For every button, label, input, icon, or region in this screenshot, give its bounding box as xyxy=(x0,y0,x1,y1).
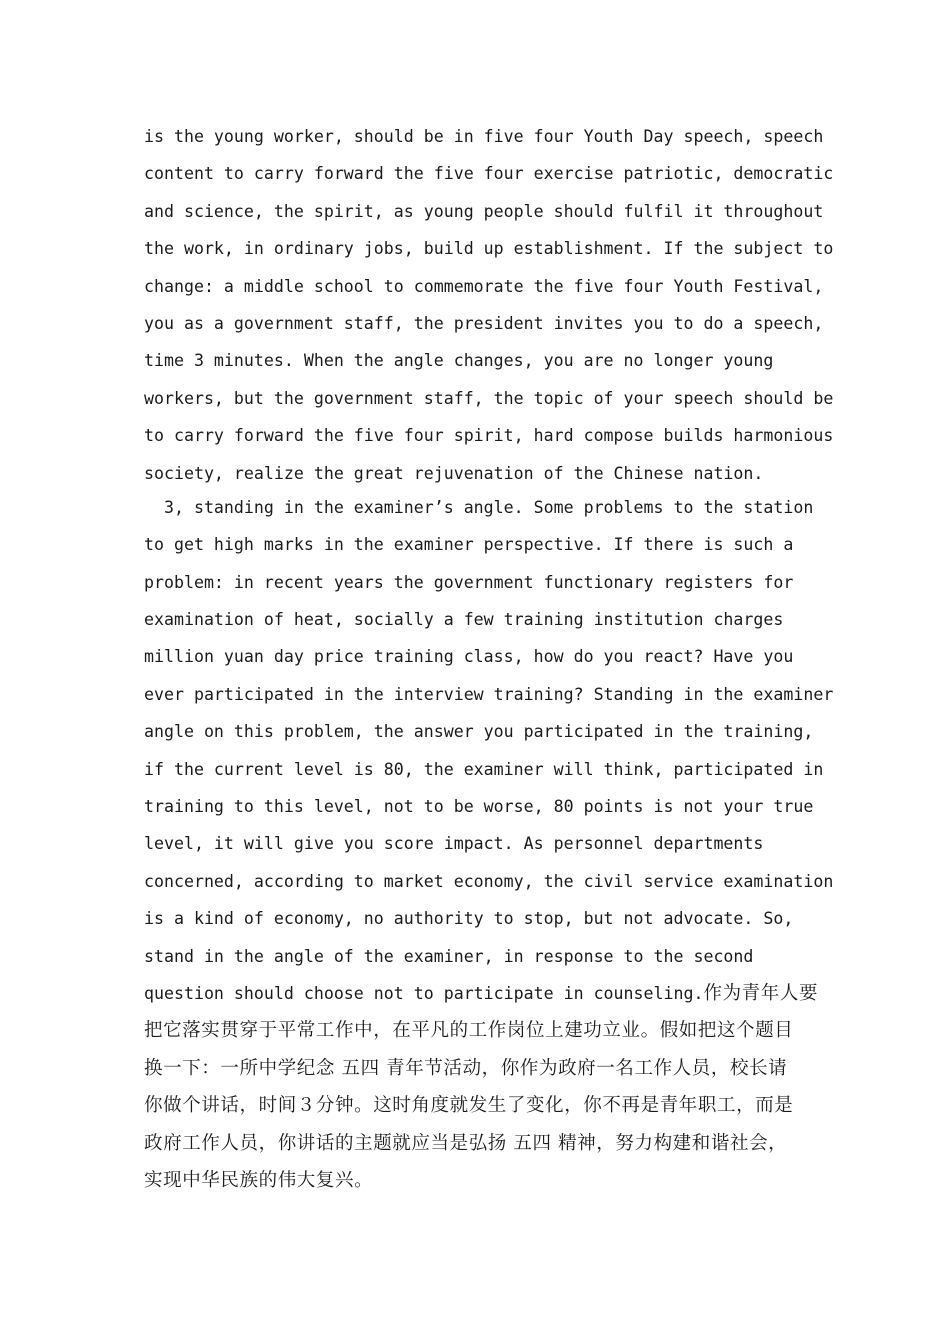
text-line: training to this level, not to be worse, 80 points is not your true xyxy=(144,797,814,817)
text-line: angle on this problem, the answer you participated in the training, xyxy=(144,722,814,742)
text-line: stand in the angle of the examiner, in response to the second xyxy=(144,946,754,966)
mixed-line-latin: question should choose not to participate in counseling. xyxy=(144,983,704,1003)
text-line: 政府工作人员，你讲话的主题就应当是弘扬 五四 精神，努力构建和谐社会， xyxy=(144,1132,788,1154)
text-line: workers, but the government staff, the topic of your speech should be xyxy=(144,388,834,408)
text-line: 3, standing in the examiner’s angle. Some problems to the station xyxy=(144,497,814,517)
text-line: ever participated in the interview training? Standing in the examiner xyxy=(144,684,834,704)
text-line: to get high marks in the examiner perspective. If there is such a xyxy=(144,535,794,555)
mixed-line-cjk: 作为青年人要 xyxy=(703,982,819,1004)
text-line: 实现中华民族的伟大复兴。 xyxy=(144,1169,374,1191)
text-line: 把它落实贯穿于平常工作中，在平凡的工作岗位上建功立业。假如把这个题目 xyxy=(144,1020,794,1042)
text-line: change: a middle school to commemorate the five four Youth Festival, xyxy=(144,276,824,296)
text-line: time 3 minutes. When the angle changes, you are no longer young xyxy=(144,351,774,371)
text-line: examination of heat, socially a few training institution charges xyxy=(144,610,784,630)
text-line: 你做个讲话，时间３分钟。这时角度就发生了变化，你不再是青年职工，而是 xyxy=(144,1095,794,1117)
text-line: level, it will give you score impact. As personnel departments xyxy=(144,834,764,854)
text-line: if the current level is 80, the examiner will think, participated in xyxy=(144,759,824,779)
text-line: society, realize the great rejuvenation of the Chinese nation. xyxy=(144,463,764,483)
document-body xyxy=(144,118,834,1199)
text-line: content to carry forward the five four exercise patriotic, democratic xyxy=(144,164,834,184)
paragraph-1 xyxy=(144,118,834,492)
paragraph-3 xyxy=(144,1012,814,1199)
text-line: concerned, according to market economy, the civil service examination xyxy=(144,871,834,891)
text-line: problem: in recent years the government functionary registers for xyxy=(144,572,794,592)
text-line: million yuan day price training class, how do you react? Have you xyxy=(144,647,794,667)
text-line: you as a government staff, the president invites you to do a speech, xyxy=(144,313,824,333)
text-line: is the young worker, should be in five four Youth Day speech, speech xyxy=(144,127,824,146)
text-line: and science, the spirit, as young people should fulfil it throughout xyxy=(144,201,824,221)
mixed-text-line xyxy=(144,975,819,1012)
text-line: to carry forward the five four spirit, hard compose builds harmonious xyxy=(144,426,834,446)
text-line: is a kind of economy, no authority to stop, but not advocate. So, xyxy=(144,909,794,929)
text-line: the work, in ordinary jobs, build up establishment. If the subject to xyxy=(144,239,834,259)
text-line: 换一下：一所中学纪念 五四 青年节活动，你作为政府一名工作人员，校长请 xyxy=(144,1057,788,1079)
paragraph-2 xyxy=(144,489,834,1012)
